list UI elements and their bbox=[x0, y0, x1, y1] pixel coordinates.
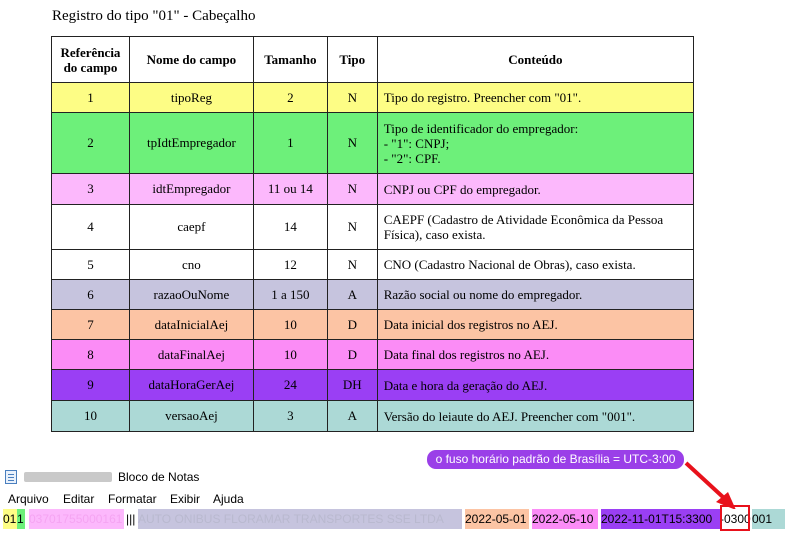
name-cell: dataFinalAej bbox=[129, 340, 253, 370]
ref-cell: 9 bbox=[52, 370, 130, 401]
notepad-icon bbox=[5, 470, 17, 484]
name-cell: cno bbox=[129, 250, 253, 280]
header-size: Tamanho bbox=[253, 37, 327, 83]
seg-timezone: -0300 bbox=[720, 509, 752, 529]
type-cell: N bbox=[327, 250, 377, 280]
menu-editar[interactable]: Editar bbox=[63, 492, 95, 506]
ref-cell: 8 bbox=[52, 340, 130, 370]
header-name: Nome do campo bbox=[129, 37, 253, 83]
name-cell: tpIdtEmpregador bbox=[129, 113, 253, 174]
ref-cell: 4 bbox=[52, 205, 130, 250]
type-cell: DH bbox=[327, 370, 377, 401]
name-cell: dataHoraGerAej bbox=[129, 370, 253, 401]
seg-razao: AUTO ONIBUS FLORAMAR TRANSPORTES SSE LTDA bbox=[138, 509, 462, 529]
ref-cell: 10 bbox=[52, 401, 130, 432]
type-cell: N bbox=[327, 83, 377, 113]
size-cell: 2 bbox=[253, 83, 327, 113]
content-line: - "1": CNPJ; bbox=[383, 135, 450, 151]
size-cell: 1 a 150 bbox=[253, 280, 327, 310]
content-line: Tipo do registro. Preencher com "01". bbox=[383, 90, 582, 105]
content-line: Data inicial dos registros no AEJ. bbox=[383, 317, 558, 332]
size-cell: 12 bbox=[253, 250, 327, 280]
ref-cell: 7 bbox=[52, 310, 130, 340]
size-cell: 3 bbox=[253, 401, 327, 432]
seg-versao: 001 bbox=[752, 509, 785, 529]
seg-separators: ||| bbox=[126, 512, 136, 526]
notepad-titlebar bbox=[0, 466, 791, 488]
size-cell: 10 bbox=[253, 310, 327, 340]
content-line: CNO (Cadastro Nacional de Obras), caso exista. bbox=[383, 257, 636, 272]
ref-cell: 2 bbox=[52, 113, 130, 174]
size-cell: 24 bbox=[253, 370, 327, 401]
size-cell: 14 bbox=[253, 205, 327, 250]
seg-datafinal: 2022-05-10 bbox=[532, 509, 598, 529]
content-line: CNPJ ou CPF do empregador. bbox=[383, 181, 541, 197]
document-title: Registro do tipo "01" - Cabeçalho bbox=[52, 8, 256, 24]
name-cell: dataInicialAej bbox=[129, 310, 253, 340]
name-cell: versaoAej bbox=[129, 401, 253, 432]
seg-tpidt: 1 bbox=[17, 509, 25, 529]
seg-idtempregador: 03701755000161 bbox=[29, 509, 124, 529]
timezone-callout: o fuso horário padrão de Brasília = UTC-3:00 bbox=[427, 450, 684, 469]
timezone-highlight-box bbox=[720, 505, 750, 531]
content-line: Tipo de identificador do empregador: bbox=[383, 120, 579, 136]
name-cell: tipoReg bbox=[129, 83, 253, 113]
name-cell: caepf bbox=[129, 205, 253, 250]
name-cell: idtEmpregador bbox=[129, 174, 253, 205]
size-cell: 11 ou 14 bbox=[253, 174, 327, 205]
type-cell: A bbox=[327, 280, 377, 310]
content-line: Data e hora da geração do AEJ. bbox=[383, 377, 548, 393]
menu-ajuda[interactable]: Ajuda bbox=[213, 492, 244, 506]
ref-cell: 1 bbox=[52, 83, 130, 113]
seg-datahora: 2022-11-01T15:3300 bbox=[601, 509, 720, 529]
header-type: Tipo bbox=[327, 37, 377, 83]
app-name: Bloco de Notas bbox=[118, 470, 200, 484]
type-cell: D bbox=[327, 310, 377, 340]
content-line: Versão do leiaute do AEJ. Preencher com "001". bbox=[383, 408, 636, 424]
content-line: Razão social ou nome do empregador. bbox=[383, 287, 583, 302]
seg-tiporeg: 01 bbox=[3, 509, 17, 529]
type-cell: N bbox=[327, 174, 377, 205]
content-line: CAEPF (Cadastro de Atividade Econômica da Pessoa Física), caso exista. bbox=[383, 212, 664, 242]
ref-cell: 5 bbox=[52, 250, 130, 280]
blurred-filename bbox=[24, 472, 112, 482]
header-ref: Referência do campo bbox=[52, 37, 130, 83]
menu-formatar[interactable]: Formatar bbox=[108, 492, 157, 506]
menu-arquivo[interactable]: Arquivo bbox=[8, 492, 49, 506]
type-cell: N bbox=[327, 113, 377, 174]
content-line: Data final dos registros no AEJ. bbox=[383, 347, 550, 362]
menu-exibir[interactable]: Exibir bbox=[170, 492, 201, 506]
type-cell: D bbox=[327, 340, 377, 370]
record-line[interactable] bbox=[0, 509, 791, 529]
name-cell: razaoOuNome bbox=[129, 280, 253, 310]
size-cell: 10 bbox=[253, 340, 327, 370]
ref-cell: 6 bbox=[52, 280, 130, 310]
size-cell: 1 bbox=[253, 113, 327, 174]
header-content: Conteúdo bbox=[377, 37, 693, 83]
ref-cell: 3 bbox=[52, 174, 130, 205]
type-cell: A bbox=[327, 401, 377, 432]
seg-datainicial: 2022-05-01 bbox=[465, 509, 529, 529]
content-line: - "2": CPF. bbox=[383, 150, 441, 166]
type-cell: N bbox=[327, 205, 377, 250]
